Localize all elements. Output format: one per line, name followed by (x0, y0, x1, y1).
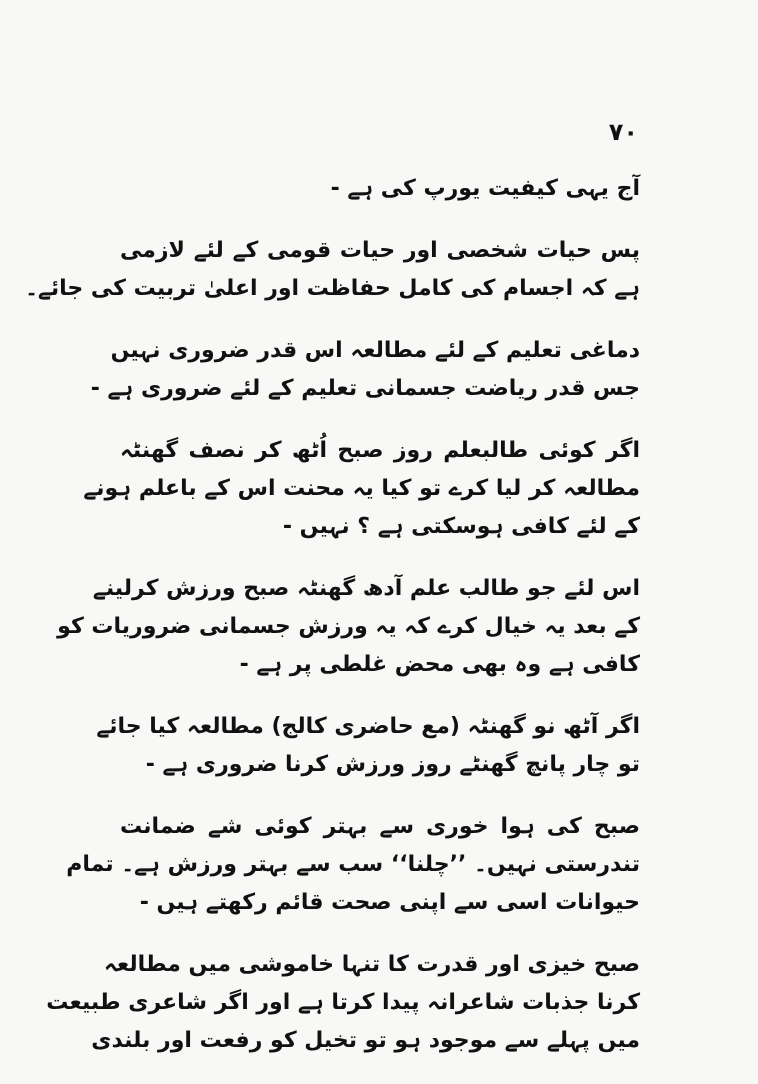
paragraph (83, 432, 640, 546)
text-line: پس حیات شخصی اور حیات قومی کے لئے لازمی (120, 238, 640, 263)
text-line: کے بعد یہ خیال کرے کہ یہ ورزش جسمانی ضروریات کو (57, 614, 640, 639)
text-line: کافی ہے وہ بھی محض غلطی پر ہے - (239, 652, 640, 677)
text-line: کے لئے کافی ہوسکتی ہے ؟ نہیں - (282, 514, 640, 539)
text-line: صبح خیزی اور قدرت کا تنہا خاموشی میں مطالعہ (104, 952, 640, 977)
text-line: جس قدر ریاضت جسمانی تعلیم کے لئے ضروری ہے - (90, 376, 640, 401)
text-line: ہے کہ اجسام کی کامل حفاظت اور اعلیٰ تربیت کی جائے۔ (25, 276, 640, 301)
page-number: ۷۰ (608, 118, 638, 146)
paragraph (120, 170, 640, 208)
text-line: کرنا جذبات شاعرانہ پیدا کرتا ہے اور اگر شاعری طبیعت (46, 990, 640, 1015)
text-line: صبح کی ہوا خوری سے بہتر کوئی شے ضمانت (120, 814, 640, 839)
text-line: تو چار پانچ گھنٹے روز ورزش کرنا ضروری ہے - (145, 752, 640, 777)
text-line: اگر کوئی طالبعلم روز صبح اُٹھ کر نصف گھنٹہ (120, 438, 640, 463)
text-line: اگر آٹھ نو گھنٹہ (مع حاضری کالج) مطالعہ کیا جائے (96, 714, 640, 739)
text-line: دماغی تعلیم کے لئے مطالعہ اس قدر ضروری نہیں (110, 338, 640, 363)
text-line: تندرستی نہیں۔ ’’چلنا‘‘ سب سے بہتر ورزش ہے۔ تمام (66, 852, 640, 877)
text-line: اس لئے جو طالب علم آدھ گھنٹہ صبح ورزش کرلینے (92, 576, 640, 601)
paragraph (66, 808, 640, 922)
paragraph (46, 946, 640, 1060)
body-text (25, 170, 640, 1084)
text-line: مطالعہ کر لیا کرے تو کیا یہ محنت اس کے باعلم ہونے (83, 476, 640, 501)
paragraph (96, 708, 640, 784)
text-line: آج یہی کیفیت یورپ کی ہے - (330, 176, 640, 201)
text-line: میں پہلے سے موجود ہو تو تخیل کو رفعت اور بلندی (91, 1028, 640, 1053)
paragraph (90, 332, 640, 408)
paragraph (25, 232, 640, 308)
text-line: حیوانات اسی سے اپنی صحت قائم رکھتے ہیں - (139, 890, 640, 915)
paragraph (57, 570, 640, 684)
